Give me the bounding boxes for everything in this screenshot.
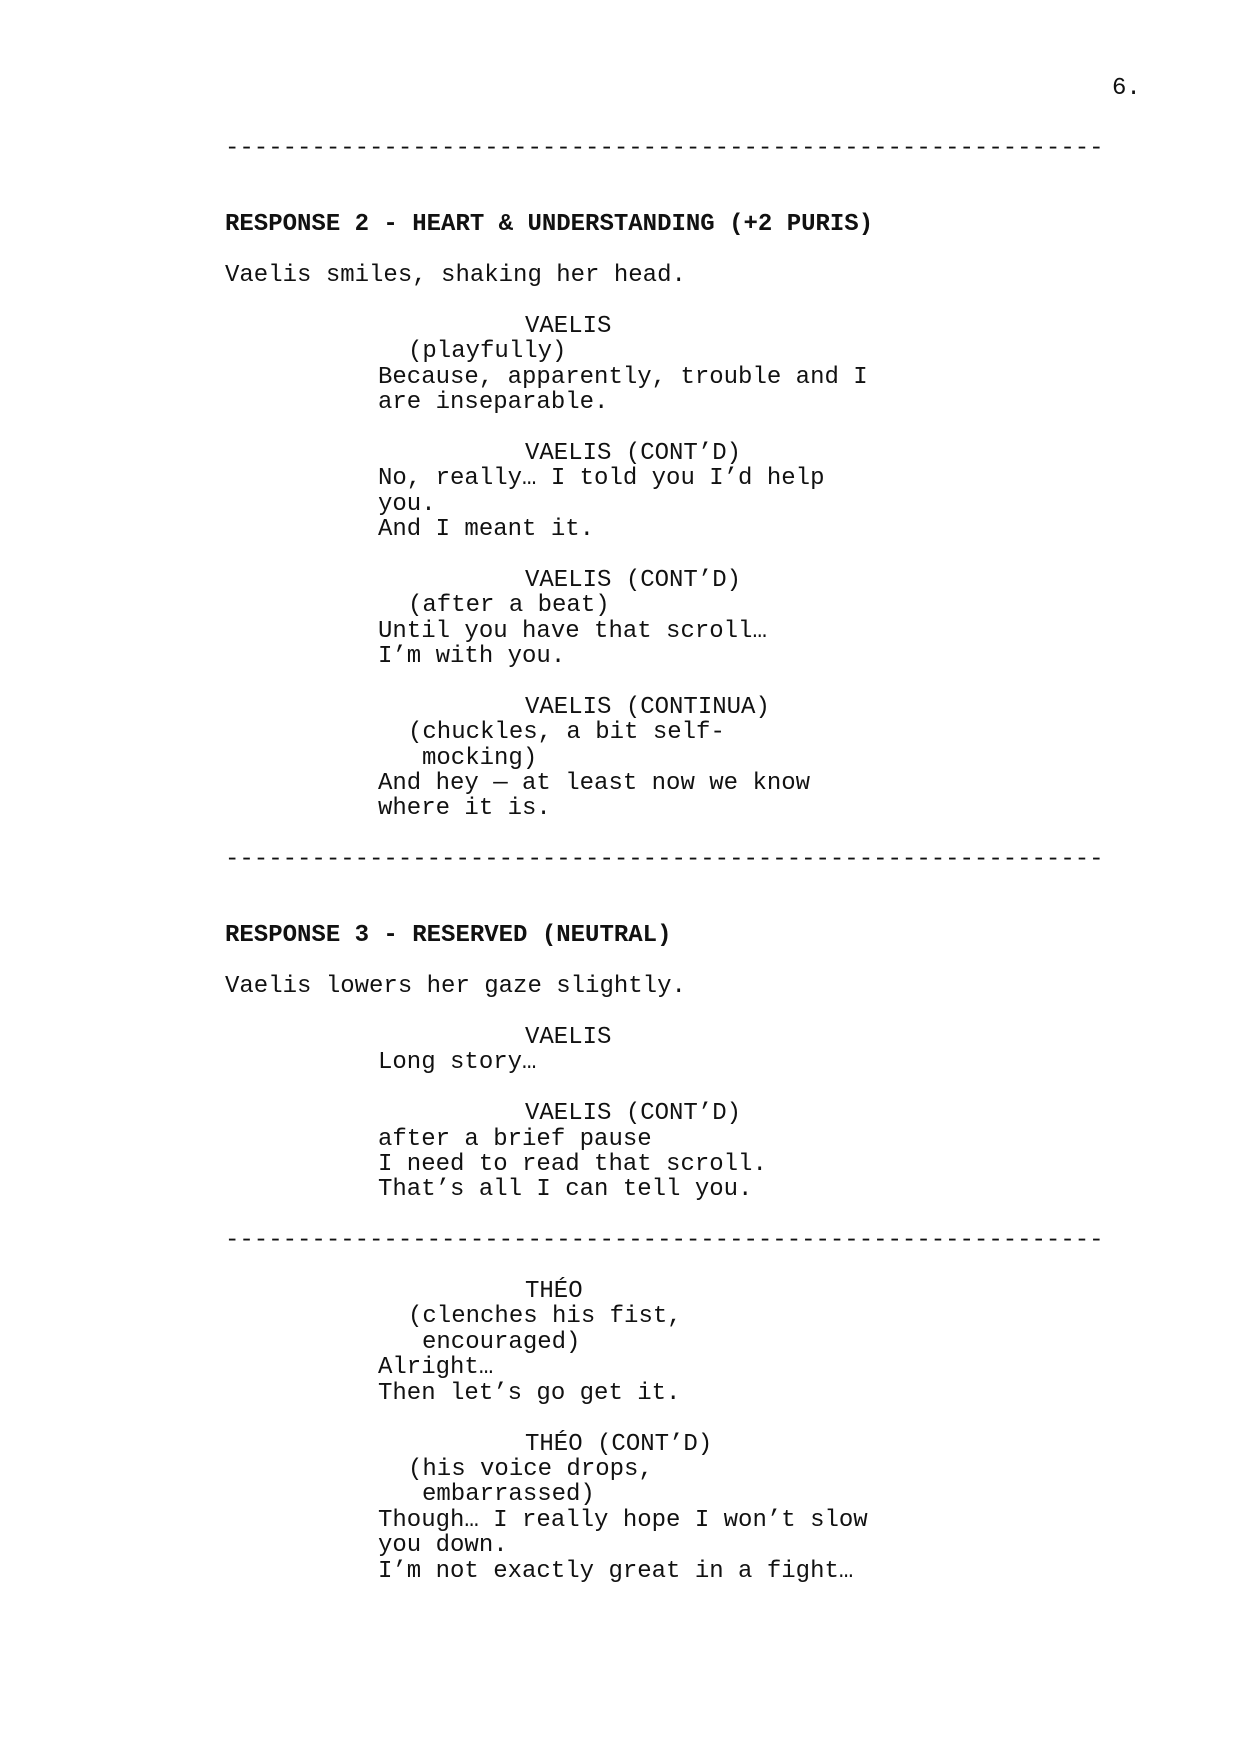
closing-section — [225, 1279, 1145, 1584]
parenthetical: embarrassed) — [422, 1481, 595, 1509]
character-cue: VAELIS (CONT’D) — [525, 1100, 742, 1128]
dialogue-line: Because, apparently, trouble and I — [378, 363, 868, 391]
character-cue: VAELIS — [525, 312, 612, 340]
response-heading: RESPONSE 2 - HEART & UNDERSTANDING (+2 PURIS) — [225, 211, 874, 239]
dialogue-line: Until you have that scroll… — [378, 617, 767, 645]
character-cue: VAELIS (CONTINUA) — [525, 693, 770, 721]
parenthetical: (after a beat) — [408, 592, 610, 620]
dialogue-line: I’m with you. — [378, 643, 566, 671]
dialogue-block — [225, 1025, 1145, 1076]
parenthetical: (his voice drops, — [408, 1455, 653, 1483]
action-line: Vaelis smiles, shaking her head. — [225, 262, 686, 289]
dialogue-line: I need to read that scroll. — [378, 1151, 767, 1179]
parenthetical: encouraged) — [422, 1328, 581, 1356]
dialogue-line: That’s all I can tell you. — [378, 1176, 753, 1204]
dialogue-block — [225, 568, 1145, 670]
divider: ------------------------------------------------------------- — [225, 846, 1104, 874]
dialogue-line: No, really… I told you I’d help — [378, 465, 825, 493]
divider: ------------------------------------------------------------- — [225, 1227, 1104, 1255]
dialogue-block — [225, 695, 1145, 822]
dialogue-line: And I meant it. — [378, 516, 595, 544]
action-line: Vaelis lowers her gaze slightly. — [225, 973, 686, 1001]
dialogue-line: after a brief pause — [378, 1125, 652, 1153]
response-3-section — [225, 923, 1145, 1202]
page-number: 6. — [1112, 75, 1141, 102]
dialogue-line: And hey — at least now we know — [378, 770, 811, 798]
dialogue-line: where it is. — [378, 795, 551, 823]
dialogue-line: Alright… — [378, 1354, 494, 1382]
dialogue-line: Though… I really hope I won’t slow — [378, 1506, 868, 1534]
parenthetical: (playfully) — [408, 338, 567, 366]
dialogue-block — [225, 1279, 1145, 1406]
dialogue-block — [225, 441, 1145, 543]
dialogue-line: you. — [378, 490, 436, 518]
dialogue-block — [225, 314, 1145, 416]
dialogue-line: Long story… — [378, 1049, 537, 1077]
character-cue: VAELIS (CONT’D) — [525, 566, 742, 594]
character-cue: VAELIS (CONT’D) — [525, 439, 742, 467]
parenthetical: mocking) — [422, 744, 538, 772]
character-cue: THÉO (CONT’D) — [525, 1430, 713, 1458]
parenthetical: (clenches his fist, — [408, 1303, 682, 1331]
response-2-section — [225, 212, 1145, 822]
dialogue-line: you down. — [378, 1532, 508, 1560]
dialogue-line: I’m not exactly great in a fight… — [378, 1557, 854, 1585]
character-cue: VAELIS — [525, 1024, 612, 1052]
dialogue-line: are inseparable. — [378, 389, 609, 417]
dialogue-block — [225, 1101, 1145, 1203]
script-body — [225, 136, 1145, 1584]
character-cue: THÉO — [525, 1278, 583, 1306]
divider: ------------------------------------------------------------- — [225, 135, 1104, 162]
dialogue-line: Then let’s go get it. — [378, 1379, 681, 1407]
parenthetical: (chuckles, a bit self- — [408, 719, 725, 747]
response-heading: RESPONSE 3 - RESERVED (NEUTRAL) — [225, 922, 672, 950]
dialogue-block — [225, 1432, 1145, 1584]
